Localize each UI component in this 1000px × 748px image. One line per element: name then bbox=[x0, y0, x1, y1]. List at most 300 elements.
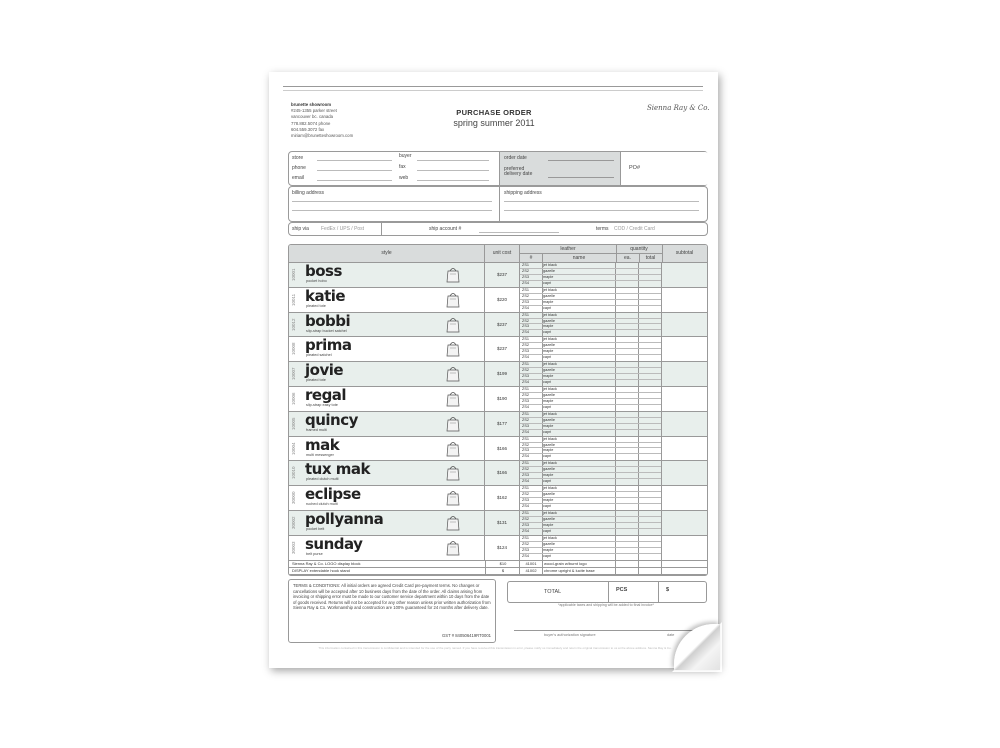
delivery-date-field[interactable] bbox=[548, 177, 614, 178]
leather-name: capri bbox=[543, 503, 552, 508]
leather-code: ZS4 bbox=[522, 429, 529, 434]
style-description: pocket hobo bbox=[306, 279, 327, 283]
phone-field[interactable] bbox=[317, 170, 392, 171]
leather-code: ZS3 bbox=[520, 349, 542, 355]
total-cell[interactable] bbox=[638, 430, 661, 436]
display-rows bbox=[289, 561, 707, 575]
leather-code: ZS3 bbox=[520, 424, 542, 430]
unit-cost-header: unit cost bbox=[492, 250, 512, 256]
handbag-icon bbox=[446, 440, 460, 457]
qty-cell[interactable] bbox=[615, 380, 638, 386]
shipping-address-field[interactable] bbox=[504, 201, 699, 202]
product-row bbox=[289, 387, 707, 412]
leather-columns bbox=[519, 337, 707, 361]
leather-codes bbox=[519, 313, 543, 337]
style-code: 30003 bbox=[291, 541, 296, 555]
qty-column bbox=[615, 263, 639, 287]
date-label: date bbox=[667, 633, 675, 637]
total-cell[interactable] bbox=[638, 405, 661, 411]
leather-code: ZS2 bbox=[520, 393, 542, 399]
product-row bbox=[289, 362, 707, 387]
billing-address-field[interactable] bbox=[292, 210, 492, 211]
phone-label: phone bbox=[292, 165, 306, 171]
leather-columns bbox=[519, 486, 707, 510]
style-name: quincy bbox=[305, 410, 358, 429]
terms-field[interactable]: COD / Credit Card bbox=[614, 226, 655, 232]
fax-label: fax bbox=[399, 164, 406, 170]
leather-name: gazelle bbox=[541, 393, 615, 399]
leather-code: ZS2 bbox=[520, 294, 542, 300]
leather-code: ZS2 bbox=[520, 467, 542, 473]
handbag-icon bbox=[446, 291, 460, 308]
style-header: style bbox=[289, 245, 485, 262]
leather-names bbox=[541, 461, 616, 485]
unit-price: $162 bbox=[496, 495, 507, 501]
total-cell[interactable] bbox=[638, 554, 661, 560]
unit-price: $124 bbox=[496, 544, 507, 550]
qty-cell[interactable] bbox=[615, 479, 638, 485]
gst-number: GST # 840506419RT0001 bbox=[442, 633, 491, 639]
leather-name: capri bbox=[543, 280, 552, 285]
unit-price: $131 bbox=[496, 519, 507, 525]
ship-account-field[interactable] bbox=[479, 232, 559, 233]
total-column bbox=[638, 511, 662, 535]
ship-account-label: ship account # bbox=[429, 226, 462, 232]
qty-cell[interactable] bbox=[615, 554, 638, 560]
leather-names bbox=[541, 387, 616, 411]
display-description: DISPLAY extendable hook stand bbox=[292, 568, 350, 574]
leather-code: ZS2 bbox=[520, 269, 542, 275]
leather-name: maple bbox=[541, 324, 615, 330]
style-description: ruched clutch multi bbox=[306, 502, 338, 507]
total-cell[interactable] bbox=[638, 504, 661, 510]
leather-code: ZS4 bbox=[522, 280, 529, 285]
ea-header: ea. bbox=[616, 254, 640, 262]
leather-columns bbox=[519, 362, 707, 386]
total-column bbox=[638, 263, 662, 287]
leather-columns bbox=[519, 412, 707, 436]
total-cell[interactable] bbox=[638, 454, 661, 460]
style-name: prima bbox=[305, 336, 352, 355]
style-name: regal bbox=[305, 385, 347, 404]
qty-cell[interactable] bbox=[615, 504, 638, 510]
total-cell[interactable] bbox=[638, 355, 661, 361]
product-row bbox=[289, 313, 707, 338]
leather-codes bbox=[519, 263, 543, 287]
leather-codes bbox=[519, 412, 543, 436]
num-header: # bbox=[519, 254, 543, 262]
top-rule bbox=[283, 86, 703, 91]
style-description: pleated tote bbox=[306, 378, 326, 383]
qty-column bbox=[615, 362, 639, 386]
leather-code: ZS1 bbox=[520, 461, 542, 467]
leather-name: jet black bbox=[541, 263, 615, 269]
leather-name: gazelle bbox=[541, 319, 615, 325]
leather-name: jet black bbox=[541, 511, 615, 517]
style-code: 10007 bbox=[291, 367, 296, 381]
total-column bbox=[638, 362, 662, 386]
total-column bbox=[638, 437, 662, 461]
leather-columns bbox=[519, 313, 707, 337]
style-cell bbox=[289, 461, 485, 485]
leather-name: maple bbox=[541, 349, 615, 355]
qty-cell[interactable] bbox=[615, 330, 638, 336]
leather-code: ZS2 bbox=[520, 343, 542, 349]
dollar-label: $ bbox=[666, 587, 670, 593]
leather-code: ZS1 bbox=[520, 313, 542, 319]
style-code: 10004 bbox=[291, 442, 296, 455]
leather-name: maple bbox=[541, 424, 615, 430]
store-field[interactable] bbox=[317, 160, 392, 161]
qty-cell[interactable] bbox=[615, 430, 638, 436]
unit-price: $237 bbox=[496, 346, 507, 352]
leather-columns bbox=[519, 461, 707, 485]
style-code: 10012 bbox=[291, 318, 296, 331]
style-cell bbox=[289, 362, 485, 386]
style-description: pleated clutch multi bbox=[306, 477, 339, 482]
unit-price: $190 bbox=[496, 395, 507, 401]
leather-codes bbox=[519, 486, 543, 510]
leather-code: ZS1 bbox=[520, 486, 542, 492]
leather-name: jet black bbox=[541, 387, 615, 393]
leather-names bbox=[541, 313, 616, 337]
leather-codes bbox=[519, 288, 543, 312]
leather-code: ZS2 bbox=[520, 319, 542, 325]
divider bbox=[381, 223, 382, 235]
leather-names bbox=[541, 511, 616, 535]
leather-name: maple bbox=[541, 399, 615, 405]
leather-code: ZS4 bbox=[522, 553, 529, 558]
billing-address-label: billing address bbox=[292, 190, 324, 196]
handbag-icon bbox=[446, 266, 460, 283]
style-name: katie bbox=[305, 286, 346, 305]
leather-names bbox=[541, 362, 616, 386]
leather-name: gazelle bbox=[541, 517, 615, 523]
pcs-label: PCS bbox=[616, 587, 628, 593]
qty-column bbox=[615, 387, 639, 411]
leather-code: ZS3 bbox=[520, 523, 542, 529]
leather-columns bbox=[519, 387, 707, 411]
leather-name: capri bbox=[543, 479, 552, 484]
qty-cell[interactable] bbox=[615, 405, 638, 411]
order-date-field[interactable] bbox=[548, 160, 614, 161]
style-description: slip-strap easy tote bbox=[306, 402, 338, 407]
leather-name: gazelle bbox=[541, 467, 615, 473]
leather-name: gazelle bbox=[541, 269, 615, 275]
qty-column bbox=[615, 511, 639, 535]
style-cell bbox=[289, 263, 485, 287]
display-row bbox=[289, 561, 707, 568]
total-cell[interactable] bbox=[638, 529, 661, 535]
document-title bbox=[419, 108, 569, 128]
contact-line: #245-1355 parker street bbox=[291, 108, 337, 114]
page-title: PURCHASE ORDER bbox=[456, 108, 532, 117]
total-column bbox=[638, 313, 662, 337]
style-description: framed multi bbox=[306, 427, 327, 432]
style-code: 10005 bbox=[291, 417, 296, 431]
total-column bbox=[638, 337, 662, 361]
signature-field[interactable] bbox=[514, 630, 694, 631]
handbag-icon bbox=[446, 514, 460, 531]
leather-name: jet black bbox=[541, 437, 615, 443]
handbag-icon bbox=[446, 316, 460, 333]
leather-code: ZS4 bbox=[522, 404, 529, 409]
po-field[interactable] bbox=[620, 152, 709, 185]
divider bbox=[615, 561, 616, 567]
display-price: $10 bbox=[485, 561, 520, 567]
qty-cell[interactable] bbox=[615, 529, 638, 535]
handbag-icon bbox=[446, 390, 460, 407]
product-row bbox=[289, 486, 707, 511]
leather-code: ZS3 bbox=[520, 473, 542, 479]
display-price: $ bbox=[485, 568, 520, 574]
leather-name: gazelle bbox=[541, 418, 615, 424]
leather-code: ZS2 bbox=[520, 492, 542, 498]
leather-columns bbox=[519, 536, 707, 560]
divider bbox=[638, 561, 639, 567]
leather-code: ZS4 bbox=[522, 380, 529, 384]
qty-column bbox=[615, 461, 639, 485]
leather-name: jet black bbox=[541, 313, 615, 319]
leather-code: ZS4 bbox=[522, 479, 529, 484]
total-column bbox=[638, 387, 662, 411]
ship-via-field[interactable]: FedEx / UPS / Post bbox=[321, 226, 365, 232]
unit-price: $237 bbox=[496, 272, 507, 277]
style-cell bbox=[289, 288, 485, 312]
buyer-field[interactable] bbox=[417, 160, 489, 161]
product-row bbox=[289, 263, 707, 288]
leather-codes bbox=[519, 461, 543, 485]
total-cell[interactable] bbox=[638, 380, 661, 386]
leather-code: ZS2 bbox=[520, 542, 542, 548]
store-label: store bbox=[292, 155, 304, 161]
total-column bbox=[638, 288, 662, 312]
leather-name: capri bbox=[543, 528, 552, 533]
total-box bbox=[507, 581, 707, 603]
qty-column bbox=[615, 337, 639, 361]
leather-name: maple bbox=[541, 300, 615, 306]
leather-code: ZS1 bbox=[520, 263, 542, 269]
divider bbox=[608, 582, 609, 602]
leather-code: ZS1 bbox=[520, 437, 542, 443]
ship-via-label: ship via bbox=[292, 226, 309, 232]
shipping-address-field[interactable] bbox=[504, 210, 699, 211]
unit-price: $166 bbox=[496, 445, 507, 451]
leather-name-header: name bbox=[542, 254, 617, 262]
leather-names bbox=[541, 288, 616, 312]
leather-name: capri bbox=[543, 454, 552, 459]
style-name: bobbi bbox=[305, 311, 351, 330]
handbag-icon bbox=[446, 464, 460, 481]
terms-text: TERMS & CONDITIONS: All initial orders are agreed Credit Card pre-payment terms. No changes or cancellations will be accepted after 10 business days from the date of the order. All claims arising from invoicing or shipping error must be made to our customer service department within 10 days from the date of goods received. Returns will not be accepted for any other reason unless prior written authorization from Sienna Ray & Co. Workmanship and construction are 100% guaranteed for 24 months after delivery date. bbox=[293, 583, 491, 611]
leather-code: ZS3 bbox=[520, 548, 542, 554]
leather-code: ZS4 bbox=[522, 355, 529, 360]
leather-code: ZS3 bbox=[520, 448, 542, 454]
leather-codes bbox=[519, 387, 543, 411]
style-code: 10010 bbox=[291, 467, 296, 480]
style-code: 10006 bbox=[291, 392, 296, 406]
leather-name: maple bbox=[541, 498, 615, 504]
handbag-icon bbox=[446, 340, 460, 357]
billing-address-field[interactable] bbox=[292, 201, 492, 202]
qty-column bbox=[615, 437, 639, 461]
fax-field[interactable] bbox=[417, 170, 489, 171]
product-row bbox=[289, 461, 707, 486]
style-cell bbox=[289, 536, 485, 560]
style-cell bbox=[289, 412, 485, 436]
contact-line: vancouver bc. canada bbox=[291, 114, 334, 120]
leather-code: ZS4 bbox=[522, 503, 529, 508]
contact-line: miriam@brunetteshowroom.com bbox=[291, 133, 354, 139]
leather-name: maple bbox=[541, 523, 615, 529]
terms-label: terms bbox=[596, 226, 609, 232]
handbag-icon bbox=[446, 539, 460, 556]
tax-note: *applicable taxes and shipping will be added to final invoice* bbox=[558, 603, 654, 607]
leather-header: leather bbox=[519, 245, 617, 254]
unit-price: $199 bbox=[496, 371, 507, 377]
leather-name: maple bbox=[541, 275, 615, 281]
style-description: slip-strap bucket satchel bbox=[306, 328, 347, 333]
style-name: boss bbox=[305, 262, 342, 280]
leather-columns bbox=[519, 288, 707, 312]
qty-cell[interactable] bbox=[615, 281, 638, 287]
leather-code: ZS3 bbox=[520, 324, 542, 330]
leather-name: gazelle bbox=[541, 443, 615, 449]
leather-name: jet black bbox=[541, 536, 615, 542]
brand-logo: Sienna Ray & Co. bbox=[647, 104, 710, 112]
table-header bbox=[289, 245, 707, 263]
total-label: TOTAL bbox=[544, 589, 562, 595]
total-column bbox=[638, 486, 662, 510]
unit-price: $220 bbox=[496, 296, 507, 302]
style-cell bbox=[289, 511, 485, 535]
leather-code: ZS3 bbox=[520, 498, 542, 504]
leather-name: maple bbox=[541, 374, 615, 380]
product-row bbox=[289, 437, 707, 462]
handbag-icon bbox=[446, 415, 460, 432]
email-field[interactable] bbox=[317, 180, 392, 181]
total-column bbox=[638, 412, 662, 436]
style-code: 10011 bbox=[291, 293, 296, 306]
order-date-label: order date bbox=[504, 155, 527, 161]
qty-cell[interactable] bbox=[615, 355, 638, 361]
total-cell[interactable] bbox=[638, 479, 661, 485]
divider bbox=[661, 568, 662, 574]
contact-line: 778.882.5074 phone bbox=[291, 120, 331, 126]
qty-column bbox=[615, 288, 639, 312]
total-column bbox=[638, 536, 662, 560]
leather-code: ZS4 bbox=[522, 528, 529, 533]
leather-name: capri bbox=[543, 553, 552, 558]
display-name: wood-grain w/burnt logo bbox=[544, 561, 587, 567]
leather-code: ZS1 bbox=[520, 288, 542, 294]
po-label: PO# bbox=[629, 165, 641, 171]
leather-name: capri bbox=[543, 404, 552, 409]
leather-code: ZS2 bbox=[520, 368, 542, 374]
qty-cell[interactable] bbox=[615, 306, 638, 312]
product-row bbox=[289, 412, 707, 437]
leather-name: gazelle bbox=[541, 492, 615, 498]
leather-names bbox=[541, 437, 616, 461]
unit-price: $237 bbox=[496, 321, 507, 327]
shipping-address-label: shipping address bbox=[504, 190, 542, 196]
leather-code: ZS3 bbox=[520, 300, 542, 306]
total-cell[interactable] bbox=[638, 330, 661, 336]
product-row bbox=[289, 536, 707, 561]
leather-name: jet black bbox=[541, 288, 615, 294]
leather-name: jet black bbox=[541, 362, 615, 368]
leather-name: jet black bbox=[541, 461, 615, 467]
divider bbox=[658, 582, 659, 602]
qty-cell[interactable] bbox=[615, 454, 638, 460]
leather-codes bbox=[519, 511, 543, 535]
store-info-box bbox=[288, 151, 708, 186]
leather-code: ZS4 bbox=[522, 330, 529, 335]
display-name: chrome upright & lucite base bbox=[544, 568, 595, 574]
style-description: pleated tote bbox=[306, 303, 326, 308]
total-header: total bbox=[639, 254, 663, 262]
style-cell bbox=[289, 437, 485, 461]
style-description: multi messenger bbox=[306, 452, 334, 457]
email-label: email bbox=[292, 175, 304, 181]
subtotal-header: subtotal bbox=[675, 250, 694, 256]
display-number: 41002 bbox=[519, 568, 543, 574]
leather-name: maple bbox=[541, 548, 615, 554]
style-description: belt purse bbox=[306, 551, 323, 556]
style-code: 30000 bbox=[291, 491, 296, 505]
leather-name: jet black bbox=[541, 412, 615, 418]
leather-name: capri bbox=[543, 429, 552, 434]
web-label: web bbox=[399, 175, 409, 181]
product-rows bbox=[289, 263, 707, 561]
leather-code: ZS3 bbox=[520, 374, 542, 380]
total-cell[interactable] bbox=[638, 306, 661, 312]
quantity-header: quantity bbox=[616, 245, 663, 254]
style-code: 10008 bbox=[291, 343, 296, 356]
handbag-icon bbox=[446, 365, 460, 382]
style-cell bbox=[289, 337, 485, 361]
leather-columns bbox=[519, 511, 707, 535]
leather-name: maple bbox=[541, 448, 615, 454]
product-row bbox=[289, 337, 707, 362]
unit-price: $177 bbox=[496, 420, 507, 426]
leather-code: ZS1 bbox=[520, 387, 542, 393]
buyer-label: buyer bbox=[399, 153, 412, 159]
qty-column bbox=[615, 412, 639, 436]
display-description: Sienna Ray & Co. LOGO display block bbox=[292, 561, 361, 567]
qty-column bbox=[615, 313, 639, 337]
qty-column bbox=[615, 536, 639, 560]
leather-code: ZS2 bbox=[520, 517, 542, 523]
style-name: pollyanna bbox=[305, 509, 384, 528]
web-field[interactable] bbox=[417, 180, 489, 181]
address-box bbox=[288, 186, 708, 222]
total-cell[interactable] bbox=[638, 281, 661, 287]
purchase-order-sheet bbox=[269, 72, 718, 668]
leather-code: ZS1 bbox=[520, 362, 542, 368]
signature-label: buyer's authorization signature bbox=[544, 633, 596, 637]
leather-codes bbox=[519, 362, 543, 386]
leather-name: gazelle bbox=[541, 368, 615, 374]
leather-columns bbox=[519, 437, 707, 461]
leather-code: ZS3 bbox=[520, 275, 542, 281]
page-subtitle: spring summer 2011 bbox=[453, 118, 535, 128]
unit-price: $166 bbox=[496, 470, 507, 476]
terms-conditions bbox=[288, 579, 496, 643]
style-cell bbox=[289, 387, 485, 411]
leather-name: capri bbox=[543, 330, 552, 335]
leather-names bbox=[541, 263, 616, 287]
